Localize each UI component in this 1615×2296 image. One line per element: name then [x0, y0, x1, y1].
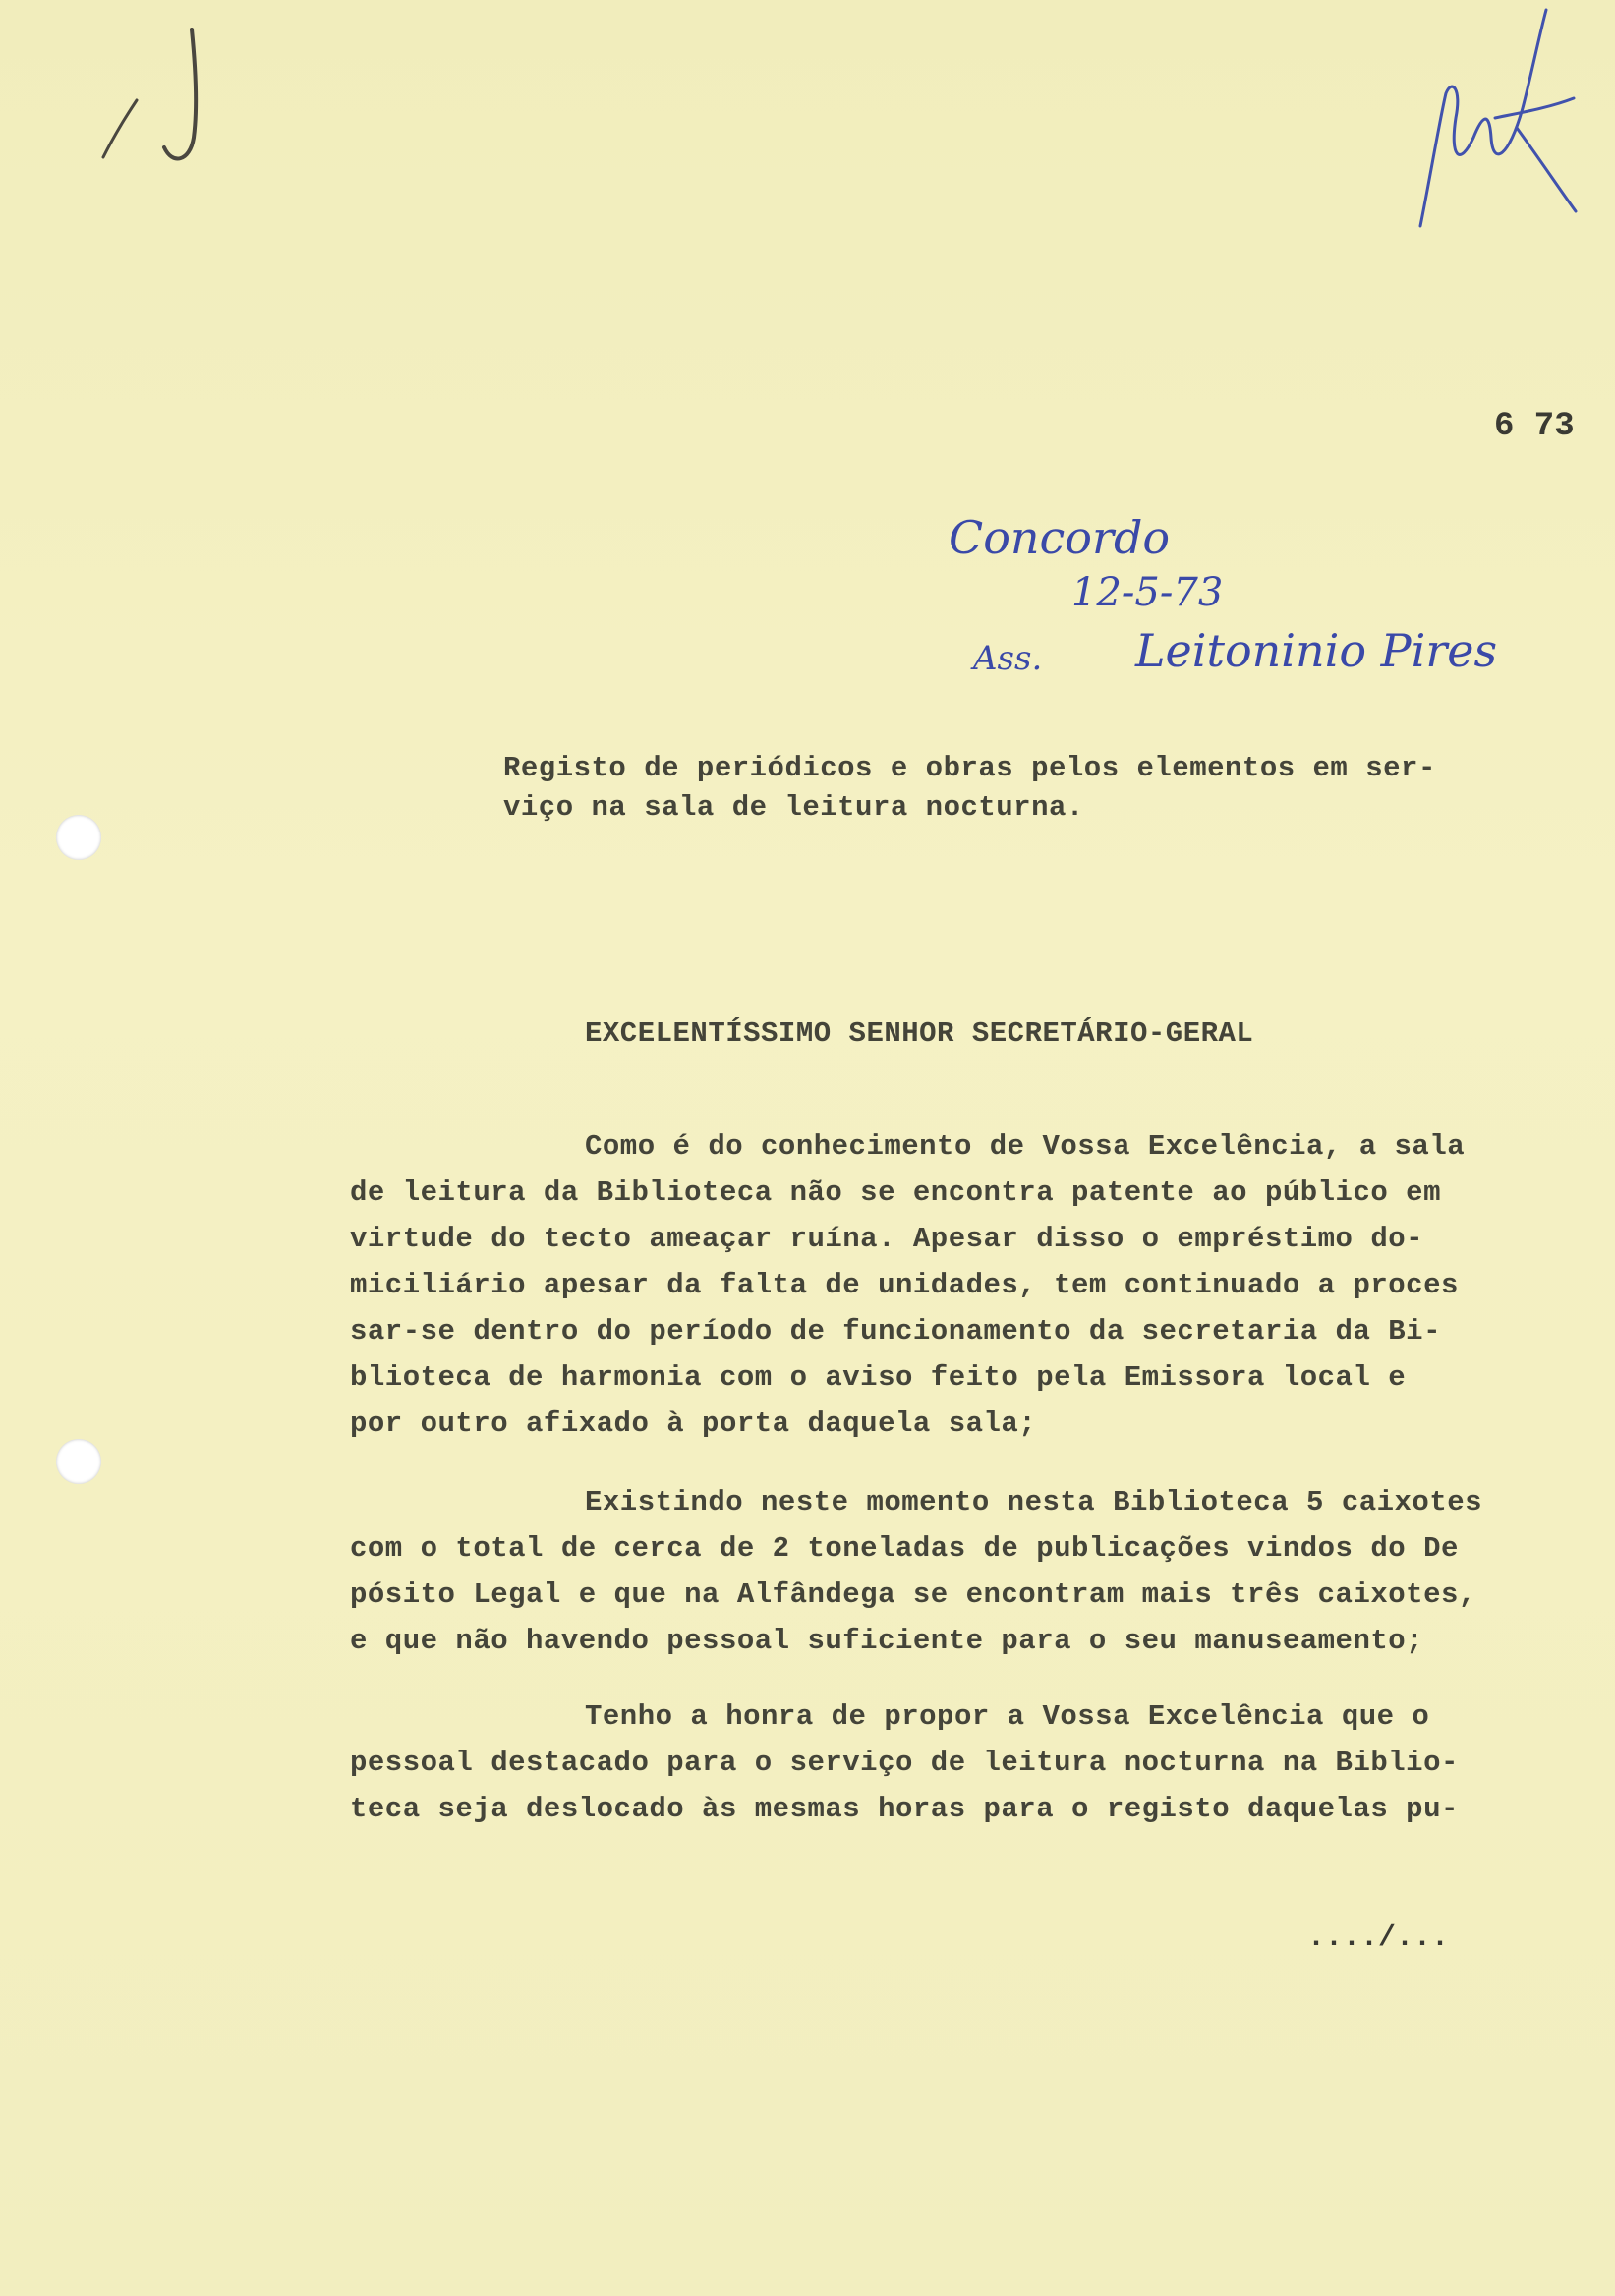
body-line: com o total de cerca de 2 toneladas de publicações vindos do De — [350, 1532, 1459, 1565]
body-line: pessoal destacado para o serviço de leitura nocturna na Biblio- — [350, 1747, 1459, 1779]
initials-signature — [1401, 0, 1597, 241]
body-line: pósito Legal e que na Alfândega se encontram mais três caixotes, — [350, 1578, 1476, 1611]
signature-prefix: Ass. — [973, 639, 1043, 678]
body-line: Existindo neste momento nesta Biblioteca 5 caixotes — [585, 1486, 1483, 1519]
body-line: sar-se dentro do período de funcionamento da secretaria da Bi- — [350, 1315, 1441, 1348]
body-line: e que não havendo pessoal suficiente para o seu manuseamento; — [350, 1625, 1424, 1657]
body-line: blioteca de harmonia com o aviso feito pela Emissora local e — [350, 1361, 1407, 1394]
punch-hole-top — [56, 815, 101, 860]
continuation-mark: ..../... — [1307, 1922, 1450, 1955]
salutation: EXCELENTÍSSIMO SENHOR SECRETÁRIO-GERAL — [585, 1017, 1254, 1050]
body-line: teca seja deslocado às mesmas horas para o registo daquelas pu- — [350, 1793, 1459, 1825]
page-number: 6 73 — [1494, 408, 1575, 445]
approval-signature: Leitoninio Pires — [1135, 624, 1498, 677]
body-line: de leitura da Biblioteca não se encontra patente ao público em — [350, 1177, 1441, 1209]
subject-line-2: viço na sala de leitura nocturna. — [503, 791, 1084, 824]
approval-word: Concordo — [949, 511, 1171, 564]
punch-hole-bottom — [56, 1439, 101, 1484]
body-line: virtude do tecto ameaçar ruína. Apesar disso o empréstimo do- — [350, 1223, 1424, 1255]
pencil-mark — [74, 20, 211, 177]
body-line: miciliário apesar da falta de unidades, tem continuado a proces — [350, 1269, 1459, 1301]
body-line: por outro afixado à porta daquela sala; — [350, 1407, 1037, 1440]
body-line: Como é do conhecimento de Vossa Excelência, a sala — [585, 1130, 1466, 1163]
subject-line-1: Registo de periódicos e obras pelos elementos em ser- — [503, 752, 1436, 784]
body-line: Tenho a honra de propor a Vossa Excelência que o — [585, 1700, 1430, 1733]
approval-date: 12-5-73 — [1071, 570, 1224, 615]
